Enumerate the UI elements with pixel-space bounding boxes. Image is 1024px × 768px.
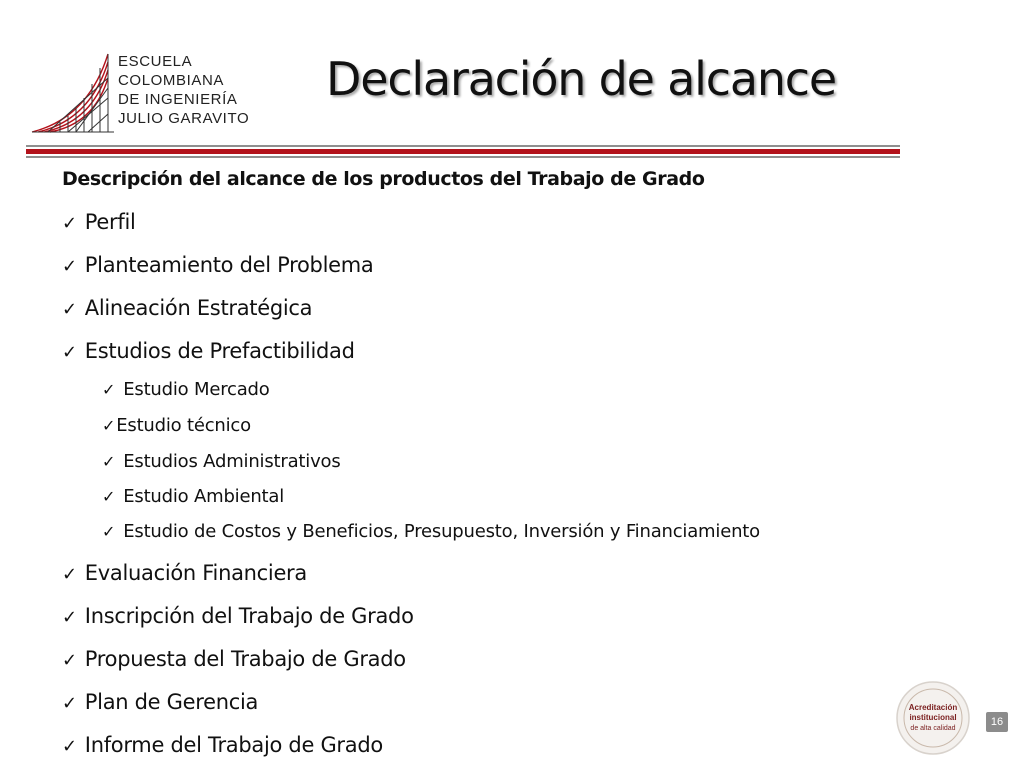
- list-item-label: Informe del Trabajo de Grado: [84, 733, 383, 757]
- accreditation-seal: [895, 680, 971, 756]
- sub-list-item-label: Estudios Administrativos: [123, 451, 341, 472]
- seal-line-2: institucional: [909, 713, 957, 722]
- list-item-label: Inscripción del Trabajo de Grado: [84, 604, 414, 628]
- check-icon: ✓: [62, 693, 77, 714]
- check-icon: ✓: [62, 342, 77, 363]
- list-item: [62, 296, 312, 320]
- header-divider-top: [26, 145, 900, 147]
- check-icon: ✓: [62, 607, 77, 628]
- sub-list-item: [102, 521, 760, 542]
- section-subtitle: Descripción del alcance de los productos del Trabajo de Grado: [62, 168, 705, 190]
- sub-list-item: [102, 415, 251, 436]
- seal-line-1: Acreditación: [908, 703, 958, 712]
- sub-list-item: [102, 486, 284, 507]
- list-item: [62, 210, 136, 234]
- check-icon: ✓: [102, 416, 116, 435]
- list-item: [62, 339, 355, 363]
- sub-list-item: [102, 451, 341, 472]
- check-icon: ✓: [62, 564, 77, 585]
- list-item: [62, 647, 406, 671]
- list-item-label: Plan de Gerencia: [84, 690, 259, 714]
- logo-line-1: ESCUELA: [118, 53, 193, 70]
- page-number-badge: 16: [986, 712, 1008, 732]
- list-item: [62, 561, 307, 585]
- header-divider-bottom: [26, 156, 900, 158]
- sub-list-item-label: Estudio Ambiental: [123, 486, 285, 507]
- list-item-label: Evaluación Financiera: [84, 561, 307, 585]
- list-item: [62, 604, 414, 628]
- logo-line-4: JULIO GARAVITO: [118, 110, 250, 127]
- list-item: [62, 733, 383, 757]
- check-icon: ✓: [102, 487, 116, 506]
- check-icon: ✓: [102, 380, 116, 399]
- list-item-label: Alineación Estratégica: [84, 296, 313, 320]
- check-icon: ✓: [62, 736, 77, 757]
- sub-list-item-label: Estudio técnico: [116, 415, 251, 436]
- list-item-label: Propuesta del Trabajo de Grado: [84, 647, 406, 671]
- sub-list-item-label: Estudio Mercado: [123, 379, 270, 400]
- logo-wordmark: [118, 52, 249, 128]
- list-item-label: Planteamiento del Problema: [84, 253, 374, 277]
- seal-line-3: de alta calidad: [910, 725, 956, 732]
- check-icon: ✓: [62, 650, 77, 671]
- list-item: [62, 253, 373, 277]
- check-icon: ✓: [102, 522, 116, 541]
- check-icon: ✓: [102, 452, 116, 471]
- check-icon: ✓: [62, 213, 77, 234]
- slide-title: Declaración de alcance: [326, 52, 836, 106]
- check-icon: ✓: [62, 256, 77, 277]
- logo-line-3: DE INGENIERÍA: [118, 91, 238, 108]
- sub-list-item: [102, 379, 270, 400]
- logo-arc-graphic: [28, 48, 118, 138]
- list-item-label: Perfil: [84, 210, 136, 234]
- sub-list-item-label: Estudio de Costos y Beneficios, Presupuesto, Inversión y Financiamiento: [123, 521, 760, 542]
- school-logo: [28, 48, 258, 138]
- header-divider-red: [26, 149, 900, 154]
- check-icon: ✓: [62, 299, 77, 320]
- logo-line-2: COLOMBIANA: [118, 72, 225, 89]
- list-item: [62, 690, 258, 714]
- list-item-label: Estudios de Prefactibilidad: [84, 339, 355, 363]
